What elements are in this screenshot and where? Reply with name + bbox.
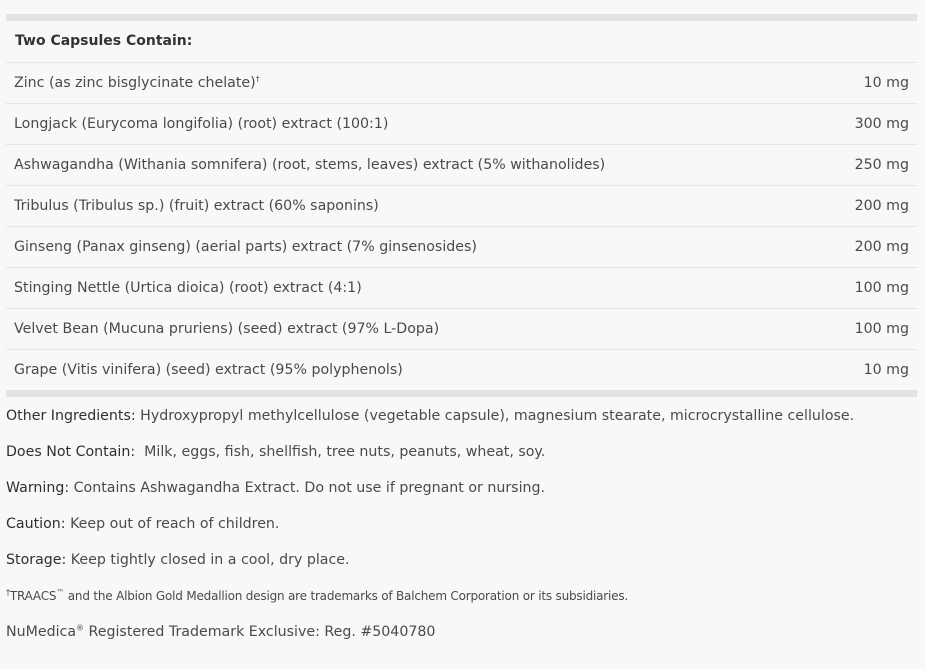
- ingredient-amount: 100 mg: [854, 321, 909, 337]
- ingredient-name: Ginseng (Panax ginseng) (aerial parts) extract (7% ginsenosides): [14, 239, 477, 255]
- ingredient-amount: 200 mg: [854, 198, 909, 214]
- ingredient-row: [6, 186, 917, 227]
- ingredient-name: Velvet Bean (Mucuna pruriens) (seed) extract (97% L-Dopa): [14, 321, 440, 337]
- ingredient-name: Grape (Vitis vinifera) (seed) extract (95% polyphenols): [14, 362, 403, 378]
- other-ingredients: Other Ingredients: Hydroxypropyl methylcellulose (vegetable capsule), magnesium stearate, microcrystalline cellulose.: [6, 408, 855, 424]
- ingredient-amount: 10 mg: [863, 75, 909, 91]
- ingredient-row: [6, 268, 917, 309]
- supplement-facts-table: [6, 14, 917, 397]
- does-not-contain: Does Not Contain: Milk, eggs, fish, shellfish, tree nuts, peanuts, wheat, soy.: [6, 444, 546, 460]
- ingredient-amount: 200 mg: [854, 239, 909, 255]
- dagger-mark: †: [255, 74, 260, 84]
- ingredient-amount: 300 mg: [854, 116, 909, 132]
- registered-trademark-note: NuMedica® Registered Trademark Exclusive: Reg. #5040780: [6, 623, 436, 640]
- ingredient-row: [6, 145, 917, 186]
- ingredient-name: Ashwagandha (Withania somnifera) (root, stems, leaves) extract (5% withanolides): [14, 157, 606, 173]
- ingredient-row: [6, 227, 917, 268]
- caution-note: Caution: Keep out of reach of children.: [6, 516, 280, 532]
- ingredient-row: [6, 104, 917, 145]
- warning-note: Warning: Contains Ashwagandha Extract. Do not use if pregnant or nursing.: [6, 480, 546, 496]
- ingredient-name: Tribulus (Tribulus sp.) (fruit) extract (60% saponins): [14, 198, 379, 214]
- ingredient-name: Zinc (as zinc bisglycinate chelate)†: [14, 74, 260, 91]
- ingredient-amount: 10 mg: [863, 362, 909, 378]
- ingredient-row: [6, 350, 917, 390]
- facts-header: Two Capsules Contain:: [6, 21, 917, 63]
- ingredient-row: [6, 63, 917, 104]
- label-notes: [6, 403, 921, 655]
- storage-note: Storage: Keep tightly closed in a cool, dry place.: [6, 552, 350, 568]
- ingredient-name: Longjack (Eurycoma longifolia) (root) extract (100:1): [14, 116, 389, 132]
- ingredient-name: Stinging Nettle (Urtica dioica) (root) extract (4:1): [14, 280, 362, 296]
- trademark-note: †TRAACS™ and the Albion Gold Medallion design are trademarks of Balchem Corporation or its subsidiaries.: [6, 588, 628, 603]
- ingredient-amount: 100 mg: [854, 280, 909, 296]
- ingredient-row: [6, 309, 917, 350]
- ingredient-amount: 250 mg: [854, 157, 909, 173]
